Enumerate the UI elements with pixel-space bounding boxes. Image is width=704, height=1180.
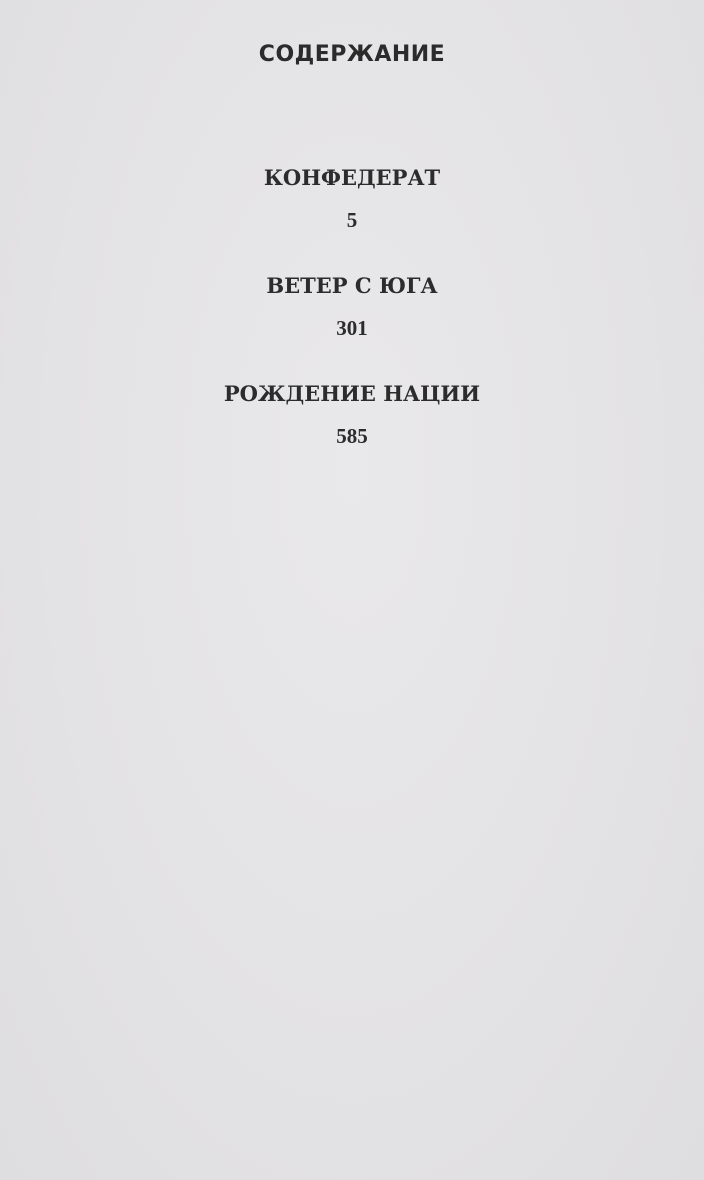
toc-entry-title: КОНФЕДЕРАТ bbox=[263, 165, 441, 190]
toc-entry bbox=[0, 164, 704, 234]
toc-entry-title: РОЖДЕНИЕ НАЦИИ bbox=[223, 381, 481, 406]
toc-entry-title: ВЕТЕР С ЮГА bbox=[266, 273, 438, 298]
toc-entry bbox=[0, 272, 704, 342]
toc-entry-page-number: 5 bbox=[346, 208, 358, 232]
toc-entry bbox=[0, 380, 704, 450]
toc-heading: СОДЕРЖАНИЕ bbox=[258, 42, 446, 67]
toc-entry-page-number: 585 bbox=[336, 424, 368, 448]
toc-entry-page-number: 301 bbox=[336, 316, 368, 340]
